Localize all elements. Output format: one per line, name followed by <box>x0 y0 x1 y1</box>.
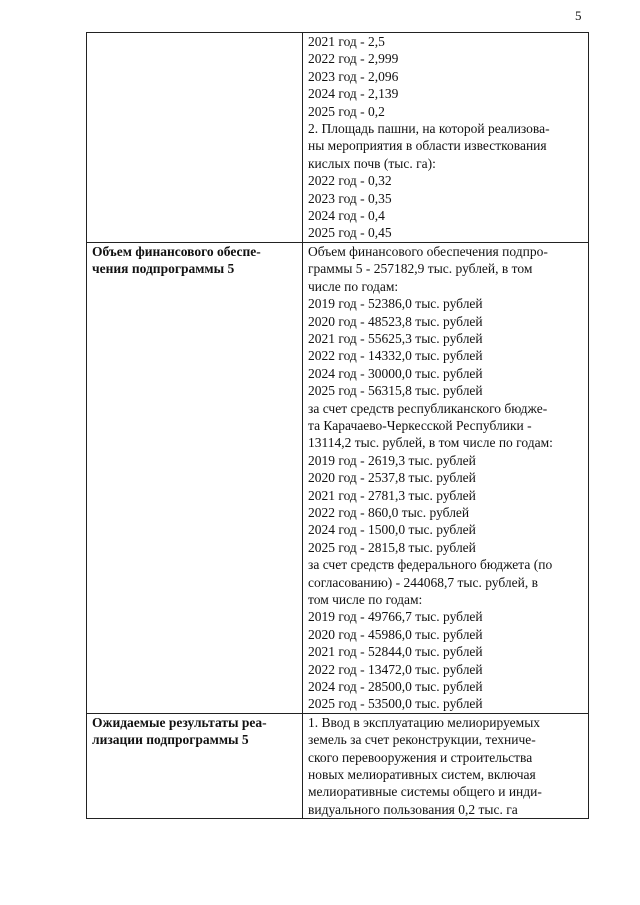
value-line: новых мелиоративных систем, включая <box>308 767 536 783</box>
table-row <box>87 33 589 243</box>
value-line: ского перевооружения и строительства <box>308 749 533 765</box>
value-line: 2020 год - 2537,8 тыс. рублей <box>308 470 476 486</box>
value-line: видуального пользования 0,2 тыс. га <box>308 801 518 817</box>
value-line: 13114,2 тыс. рублей, в том числе по годам: <box>308 435 553 451</box>
value-line: земель за счет реконструкции, техниче- <box>308 732 536 748</box>
row-label-cell <box>87 33 303 243</box>
value-line: 2025 год - 53500,0 тыс. рублей <box>308 696 483 712</box>
value-line: 2024 год - 28500,0 тыс. рублей <box>308 679 483 695</box>
value-line: 2021 год - 55625,3 тыс. рублей <box>308 330 483 346</box>
value-line: том числе по годам: <box>308 592 423 607</box>
value-line: согласованию) - 244068,7 тыс. рублей, в <box>308 574 538 590</box>
value-line: Объем финансового обеспечения подпро- <box>308 243 548 259</box>
value-line: 2025 год - 2815,8 тыс. рублей <box>308 539 476 555</box>
value-line: 2024 год - 2,139 <box>308 86 399 102</box>
value-line: 2019 год - 52386,0 тыс. рублей <box>308 296 483 312</box>
row-value-cell <box>303 242 589 713</box>
value-line: 2021 год - 52844,0 тыс. рублей <box>308 644 483 660</box>
value-line: мелиоративные системы общего и инди- <box>308 784 542 800</box>
value-line: 2024 год - 1500,0 тыс. рублей <box>308 522 476 538</box>
value-line: граммы 5 - 257182,9 тыс. рублей, в том <box>308 261 533 277</box>
value-line: 2025 год - 0,2 <box>308 103 385 119</box>
page-number: 5 <box>575 8 582 23</box>
value-line: 2025 год - 0,45 <box>308 225 392 241</box>
value-line: 2023 год - 2,096 <box>308 68 399 84</box>
value-line: кислых почв (тыс. га): <box>308 155 436 171</box>
value-line: 2021 год - 2781,3 тыс. рублей <box>308 487 476 503</box>
value-line: 2020 год - 45986,0 тыс. рублей <box>308 626 483 642</box>
row-label-cell <box>87 242 303 713</box>
label-line: Ожидаемые результаты реа- <box>92 714 267 730</box>
value-line: за счет средств республиканского бюдже- <box>308 400 548 416</box>
label-line: чения подпрограммы 5 <box>92 261 235 277</box>
value-line: 2024 год - 0,4 <box>308 208 385 224</box>
value-line: 2022 год - 13472,0 тыс. рублей <box>308 661 483 677</box>
table-row <box>87 713 589 818</box>
value-line: числе по годам: <box>308 278 399 294</box>
value-line: 1. Ввод в эксплуатацию мелиорируемых <box>308 714 541 730</box>
value-line: 2022 год - 860,0 тыс. рублей <box>308 504 470 520</box>
value-line: 2023 год - 0,35 <box>308 190 392 206</box>
value-line: 2021 год - 2,5 <box>308 34 385 49</box>
value-line: 2022 год - 2,999 <box>308 51 399 67</box>
table-row <box>87 242 589 713</box>
value-line: та Карачаево-Черкесской Республики - <box>308 417 532 433</box>
value-line: 2025 год - 56315,8 тыс. рублей <box>308 383 483 399</box>
value-line: 2019 год - 49766,7 тыс. рублей <box>308 609 483 625</box>
value-line: 2024 год - 30000,0 тыс. рублей <box>308 365 483 381</box>
row-value-cell <box>303 33 589 243</box>
value-line: ны мероприятия в области известкования <box>308 138 547 154</box>
row-value-cell <box>303 713 589 818</box>
passport-table <box>86 32 589 819</box>
label-line: Объем финансового обеспе- <box>92 243 261 259</box>
value-line: за счет средств федерального бюджета (по <box>308 557 553 573</box>
value-line: 2019 год - 2619,3 тыс. рублей <box>308 452 476 468</box>
row-label-cell <box>87 713 303 818</box>
label-line: лизации подпрограммы 5 <box>92 732 249 748</box>
value-line: 2020 год - 48523,8 тыс. рублей <box>308 313 483 329</box>
value-line: 2. Площадь пашни, на которой реализова- <box>308 121 550 137</box>
value-line: 2022 год - 14332,0 тыс. рублей <box>308 348 483 364</box>
value-line: 2022 год - 0,32 <box>308 173 392 189</box>
